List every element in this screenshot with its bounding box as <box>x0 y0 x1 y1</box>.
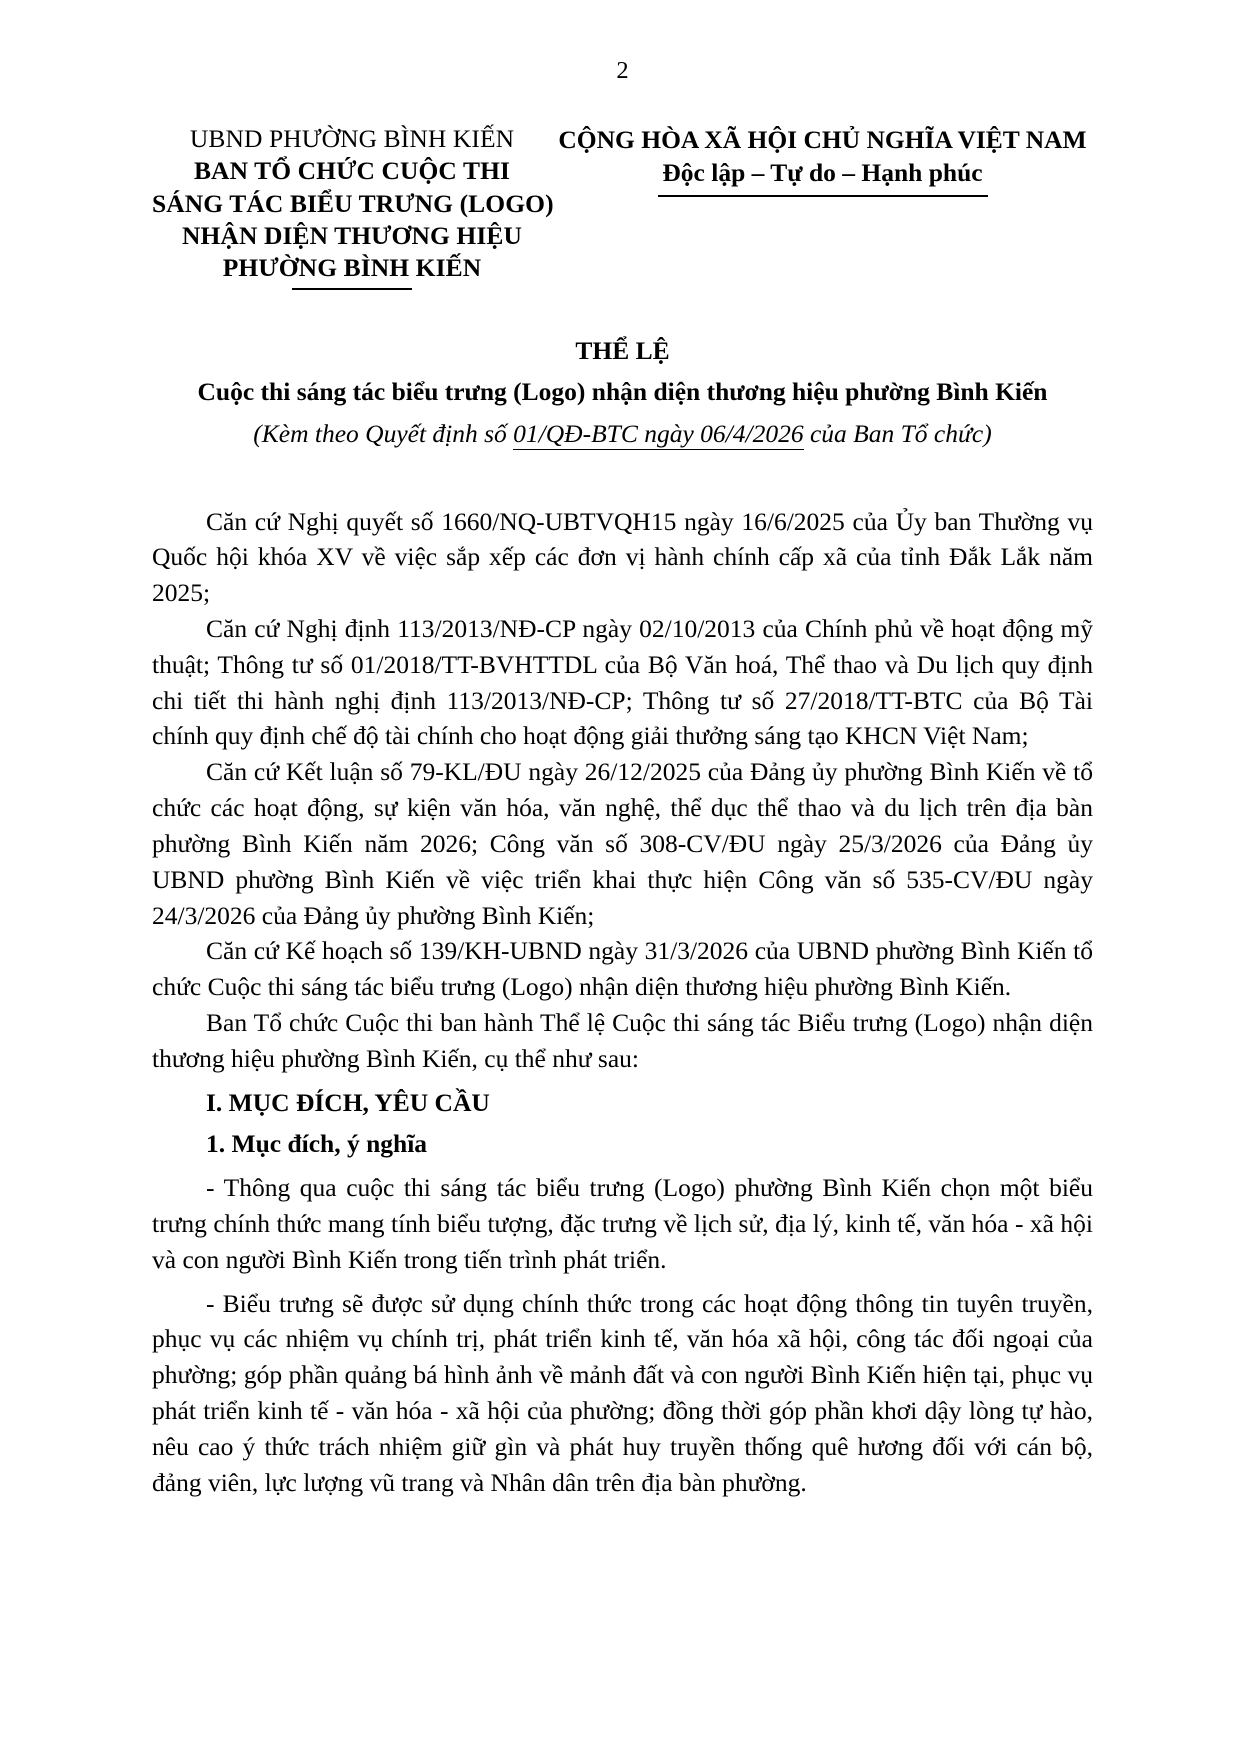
document-header <box>152 123 1093 290</box>
national-name: CỘNG HÒA XÃ HỘI CHỦ NGHĨA VIỆT NAM <box>558 124 1087 154</box>
authority-line-3: SÁNG TÁC BIỂU TRƯNG (LOGO) <box>152 188 554 218</box>
page-subtitle: Cuộc thi sáng tác biểu trưng (Logo) nhận diện thương hiệu phường Bình Kiến <box>197 377 1048 407</box>
paragraph: Căn cứ Kế hoạch số 139/KH-UBND ngày 31/3/2026 của UBND phường Bình Kiến tổ chức Cuộc thi sáng tác biểu trưng (Logo) nhận diện thương hiệu phường Bình Kiến. <box>152 936 1093 1002</box>
page-number: 2 <box>616 57 629 84</box>
national-motto: Độc lập – Tự do – Hạnh phúc <box>662 158 983 188</box>
bullet-item: - Thông qua cuộc thi sáng tác biểu trưng (Logo) phường Bình Kiến chọn một biểu trưng chính thức mang tính biểu tượng, đặc trưng về lịch sử, địa lý, kinh tế, văn hóa - xã hội và con người Bình Kiến trong tiến trình phát triển. <box>152 1173 1093 1274</box>
attachment-reference <box>152 416 1093 452</box>
issuing-authority-block <box>152 123 552 290</box>
authority-line-5: PHƯỜNG BÌNH KIẾN <box>222 253 482 283</box>
national-heading-block <box>552 123 1093 197</box>
section-heading-i: I. MỤC ĐÍCH, YÊU CẦU <box>206 1087 490 1117</box>
paragraph: Căn cứ Nghị quyết số 1660/NQ-UBTVQH15 ngày 16/6/2025 của Ủy ban Thường vụ Quốc hội khóa XV về việc sắp xếp các đơn vị hành chính cấp xã của tỉnh Đắk Lắk năm 2025; <box>152 506 1093 608</box>
bullet-item: - Biểu trưng sẽ được sử dụng chính thức trong các hoạt động thông tin tuyên truyền, phục vụ các nhiệm vụ chính trị, phát triển kinh tế, văn hóa xã hội, công tác đối ngoại của phường; góp phần quảng bá hình ảnh về mảnh đất và con người Bình Kiến hiện tại, phục vụ phát triển kinh tế - văn hóa - xã hội của phường; đồng thời góp phần khơi dậy lòng tự hào, nêu cao ý thức trách nhiệm giữ gìn và phát huy truyền thống quê hương đối với cán bộ, đảng viên, lực lượng vũ trang và Nhân dân trên địa bàn phường. <box>152 1288 1093 1497</box>
page-title: THỂ LỆ <box>575 335 670 365</box>
paragraph: Ban Tổ chức Cuộc thi ban hành Thể lệ Cuộc thi sáng tác Biểu trưng (Logo) nhận diện thương hiệu phường Bình Kiến, cụ thể như sau: <box>152 1007 1093 1073</box>
subsection-heading-1: 1. Mục đích, ý nghĩa <box>206 1129 428 1159</box>
attachment-suffix: của Ban Tổ chức) <box>803 418 992 448</box>
attachment-prefix: (Kèm theo Quyết định số <box>253 418 514 448</box>
authority-divider <box>292 288 412 290</box>
paragraph: Căn cứ Kết luận số 79-KL/ĐU ngày 26/12/2025 của Đảng ủy phường Bình Kiến về tổ chức các hoạt động, sự kiện văn hóa, văn nghệ, thể dục thể thao và du lịch trên địa bàn phường Bình Kiến năm 2026; Công văn số 308-CV/ĐU ngày 25/3/2026 của Đảng ủy UBND phường Bình Kiến về việc triển khai thực hiện Công văn số 535-CV/ĐU ngày 24/3/2026 của Đảng ủy phường Bình Kiến; <box>152 757 1093 930</box>
paragraph: Căn cứ Nghị định 113/2013/NĐ-CP ngày 02/10/2013 của Chính phủ về hoạt động mỹ thuật; Thông tư số 01/2018/TT-BVHTTDL của Bộ Văn hoá, Thể thao và Du lịch quy định chi tiết thi hành nghị định 113/2013/NĐ-CP; Thông tư số 27/2018/TT-BTC của Bộ Tài chính quy định chế độ tài chính cho hoạt động giải thưởng sáng tạo KHCN Việt Nam; <box>152 614 1093 751</box>
authority-line-2: BAN TỔ CHỨC CUỘC THI <box>193 156 511 186</box>
national-motto-divider <box>658 195 988 197</box>
authority-line-1: UBND PHƯỜNG BÌNH KIẾN <box>189 123 515 153</box>
authority-line-4: NHẬN DIỆN THƯƠNG HIỆU <box>181 221 522 251</box>
attachment-decision-number: 01/QĐ-BTC ngày 06/4/2026 <box>513 418 804 448</box>
document-body <box>152 504 1093 1501</box>
title-block <box>152 334 1093 452</box>
